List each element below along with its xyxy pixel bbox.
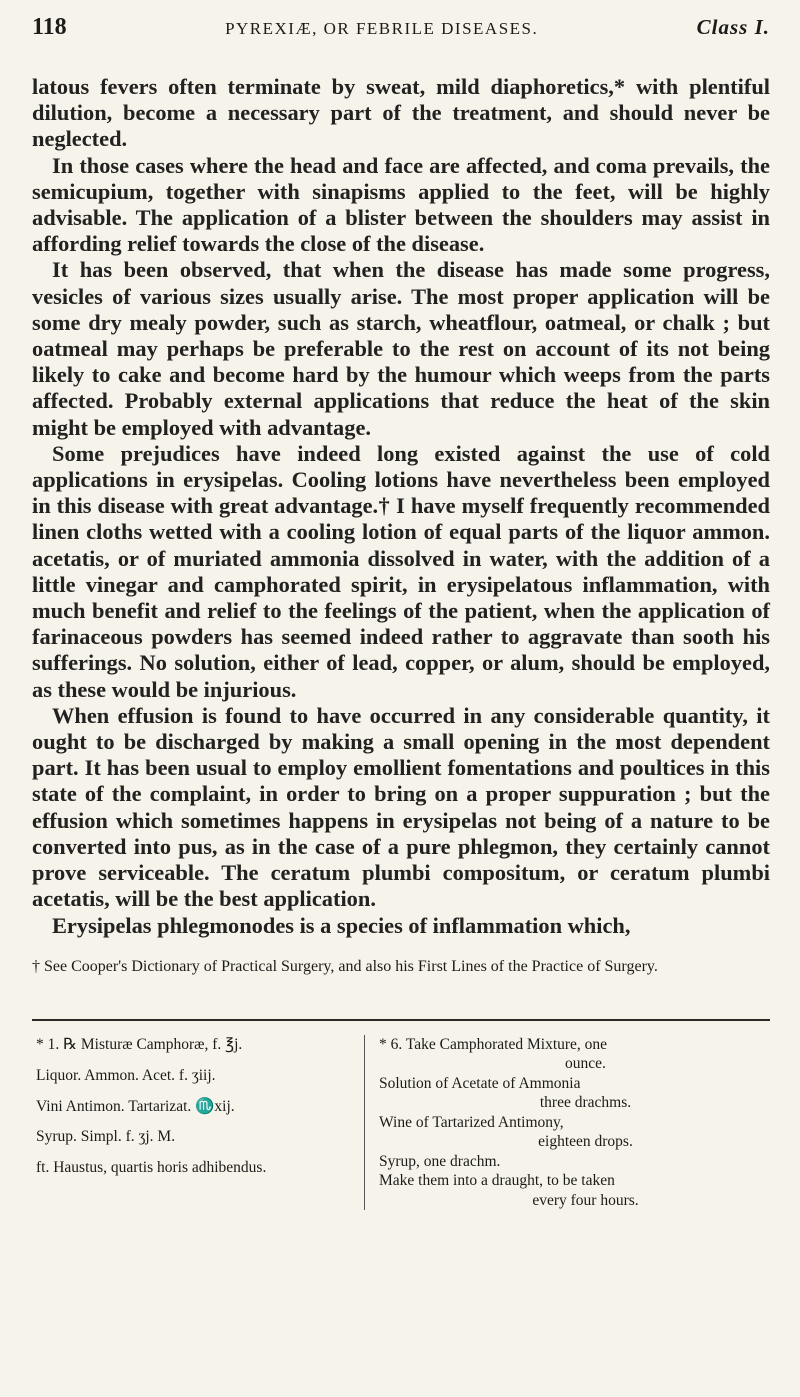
divider (32, 1019, 770, 1021)
prescription-line: * 1. ℞ Misturæ Camphoræ, f. ℥j. (36, 1035, 243, 1053)
paragraph: In those cases where the head and face are affected, and coma prevails, the semicupium, together with sinapisms applied to the feet, will be highly advisable. The application of a blister between the shoulders may assist in affording relief towards the close of the disease. (32, 152, 770, 257)
footnote: † See Cooper's Dictionary of Practical Surgery, and also his First Lines of the Practice of Surgery. (32, 957, 658, 975)
prescription-subline: ounce. (565, 1055, 606, 1073)
main-text (32, 74, 770, 939)
paragraph: Erysipelas phlegmonodes is a species of inflammation which, (52, 912, 631, 938)
paragraph: latous fevers often terminate by sweat, mild diaphoretics,* with plentiful dilution, become a necessary part of the treatment, and should never be neglected. (32, 74, 770, 152)
prescription-line: Wine of Tartarized Antimony, (379, 1113, 564, 1131)
page-number: 118 (32, 14, 67, 40)
running-title: PYREXIÆ, OR FEBRILE DISEASES. (225, 19, 539, 38)
prescription-line: Vini Antimon. Tartarizat. ♏xij. (36, 1097, 235, 1115)
prescription-subline: every four hours. (532, 1191, 639, 1209)
prescription-line: Liquor. Ammon. Acet. f. ʒiij. (36, 1067, 216, 1085)
prescription-line: * 6. Take Camphorated Mixture, one (379, 1035, 608, 1053)
prescription-line: Syrup, one drachm. (379, 1152, 501, 1170)
prescription-notes (32, 1035, 770, 1211)
prescription-line: ft. Haustus, quartis horis adhibendus. (36, 1158, 267, 1176)
running-header (32, 14, 770, 54)
prescription-line: Syrup. Simpl. f. ʒj. M. (36, 1128, 176, 1146)
book-page (32, 14, 770, 1210)
class-label: Class I. (696, 15, 770, 39)
latin-prescription (32, 1035, 365, 1211)
english-prescription (365, 1035, 770, 1211)
paragraph: When effusion is found to have occurred in any considerable quantity, it ought to be discharged by making a small opening in the most dependent part. It has been usual to employ emollient fomentations and poultices in this state of the complaint, in order to bring on a proper suppuration ; but the effusion which sometimes happens in erysipelas not being of a nature to be converted into pus, as in the case of a pure phlegmon, they certainly cannot prove serviceable. The ceratum plumbi compositum, or ceratum plumbi acetatis, will be the best application. (32, 702, 770, 912)
paragraph: Some prejudices have indeed long existed against the use of cold applications in erysipelas. Cooling lotions have nevertheless been employed in this disease with great advantage.† I have myself frequently recommended linen cloths wetted with a cooling lotion of equal parts of the liquor ammon. acetatis, or of muriated ammonia dissolved in water, with the addition of a little vinegar and camphorated spirit, in erysipelatous inflammation, with much benefit and relief to the feelings of the patient, when the application of farinaceous powders has seemed indeed rather to aggravate than sooth his sufferings. No solution, either of lead, copper, or alum, should be employed, as these would be injurious. (32, 440, 770, 702)
prescription-subline: eighteen drops. (538, 1133, 633, 1151)
prescription-line: Solution of Acetate of Ammonia (379, 1074, 581, 1092)
prescription-subline: three drachms. (539, 1094, 632, 1112)
paragraph: It has been observed, that when the disease has made some progress, vesicles of various sizes usually arise. The most proper application will be some dry mealy powder, such as starch, wheatflour, oatmeal, or chalk ; but oatmeal may perhaps be preferable to the rest on account of its not being likely to cake and become hard by the humour which weeps from the parts affected. Probably external applications that reduce the heat of the skin might be employed with advantage. (32, 257, 770, 440)
prescription-line: Make them into a draught, to be taken (379, 1172, 615, 1190)
